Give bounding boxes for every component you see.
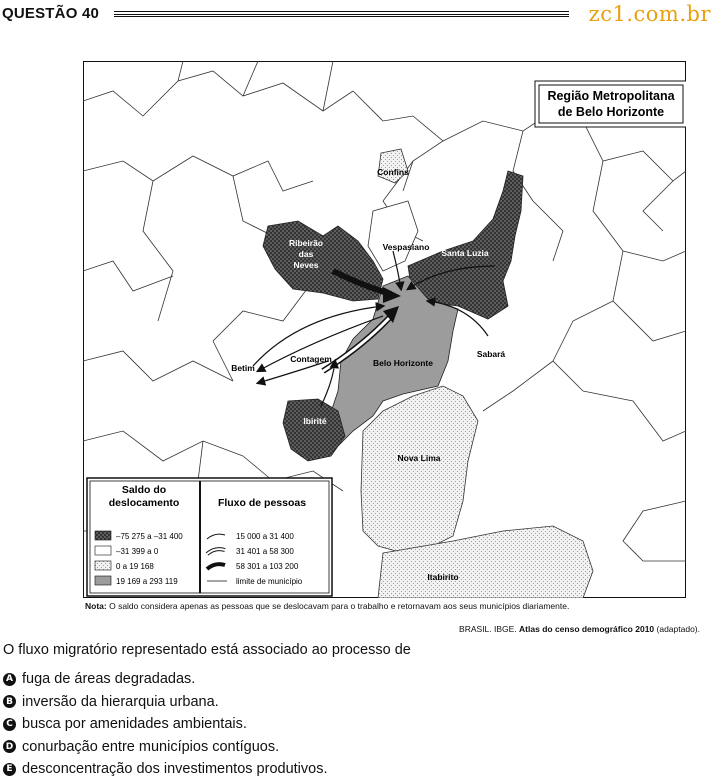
map-svg <box>83 61 686 598</box>
legend-swatch-2 <box>95 546 111 555</box>
note-text: O saldo considera apenas as pessoas que se deslocavam para o trabalho e retornavam aos seus municípios diariamente. <box>106 601 570 611</box>
option-a[interactable] <box>3 668 327 691</box>
label-nova-lima: Nova Lima <box>397 453 441 463</box>
header-rule <box>114 11 569 15</box>
legend-saldo-3: 0 a 19 168 <box>116 562 154 571</box>
legend-saldo-1: –75 275 a –31 400 <box>116 532 183 541</box>
map-title-2: de Belo Horizonte <box>557 105 665 119</box>
source-prefix: BRASIL. IBGE. <box>459 624 520 634</box>
header-rule-2 <box>114 16 569 17</box>
option-a-text: fuga de áreas degradadas. <box>22 671 196 688</box>
site-watermark: zc1.com.br <box>588 2 711 26</box>
map-note <box>85 601 569 611</box>
legend-swatch-1 <box>95 531 111 540</box>
label-betim: Betim <box>231 363 255 373</box>
label-ibirite: Ibirité <box>303 416 327 426</box>
label-ribeirao-1: Ribeirão <box>288 238 324 248</box>
legend-fluxo-3: 58 301 a 103 200 <box>236 562 299 571</box>
label-ribeirao-2: das <box>298 249 314 259</box>
label-contagem: Contagem <box>290 354 332 364</box>
option-e[interactable] <box>3 758 327 781</box>
legend-saldo-4: 19 169 a 293 119 <box>116 577 178 586</box>
option-e-badge: E <box>3 763 16 776</box>
source-suffix: (adaptado). <box>654 624 700 634</box>
map-title-1: Região Metropolitana <box>547 89 675 103</box>
legend-fluxo-1: 15 000 a 31 400 <box>236 532 294 541</box>
option-c[interactable] <box>3 713 327 736</box>
legend-swatch-4 <box>95 576 111 585</box>
legend-saldo-title-2: deslocamento <box>108 497 180 509</box>
legend-saldo-2: –31 399 a 0 <box>116 547 159 556</box>
source-title: Atlas do censo demográfico 2010 <box>519 624 655 634</box>
legend <box>87 478 332 596</box>
option-a-badge: A <box>3 673 16 686</box>
option-e-text: desconcentração dos investimentos produtivos. <box>22 761 328 778</box>
option-b-badge: B <box>3 695 16 708</box>
question-stem: O fluxo migratório representado está associado ao processo de <box>3 642 411 658</box>
option-d-badge: D <box>3 740 16 753</box>
map-title-box <box>535 81 686 127</box>
label-vespasiano: Vespasiano <box>382 242 430 252</box>
label-ribeirao-3: Neves <box>293 260 319 270</box>
label-santa-luzia: Santa Luzia <box>441 248 489 258</box>
question-number: QUESTÃO 40 <box>2 5 100 22</box>
source-citation <box>459 624 700 634</box>
option-b-text: inversão da hierarquia urbana. <box>22 693 219 710</box>
question-header <box>0 0 715 28</box>
label-belo-horizonte: Belo Horizonte <box>373 358 433 368</box>
option-c-text: busca por amenidades ambientais. <box>22 716 247 733</box>
legend-swatch-3 <box>95 561 111 570</box>
legend-fluxo-4: limite de município <box>236 577 303 586</box>
option-c-badge: C <box>3 718 16 731</box>
note-label: Nota: <box>85 601 107 611</box>
option-d-text: conurbação entre municípios contíguos. <box>22 738 280 755</box>
legend-fluxo-title: Fluxo de pessoas <box>217 497 307 509</box>
label-itabirito: Itabirito <box>427 572 459 582</box>
label-confins: Confins <box>377 167 409 177</box>
label-sabara: Sabará <box>476 349 506 359</box>
option-d[interactable] <box>3 736 327 759</box>
rmbh-map <box>83 61 686 598</box>
legend-fluxo-2: 31 401 a 58 300 <box>236 547 294 556</box>
answer-options <box>3 668 327 781</box>
legend-saldo-title-1: Saldo do <box>121 484 167 496</box>
option-b[interactable] <box>3 691 327 714</box>
